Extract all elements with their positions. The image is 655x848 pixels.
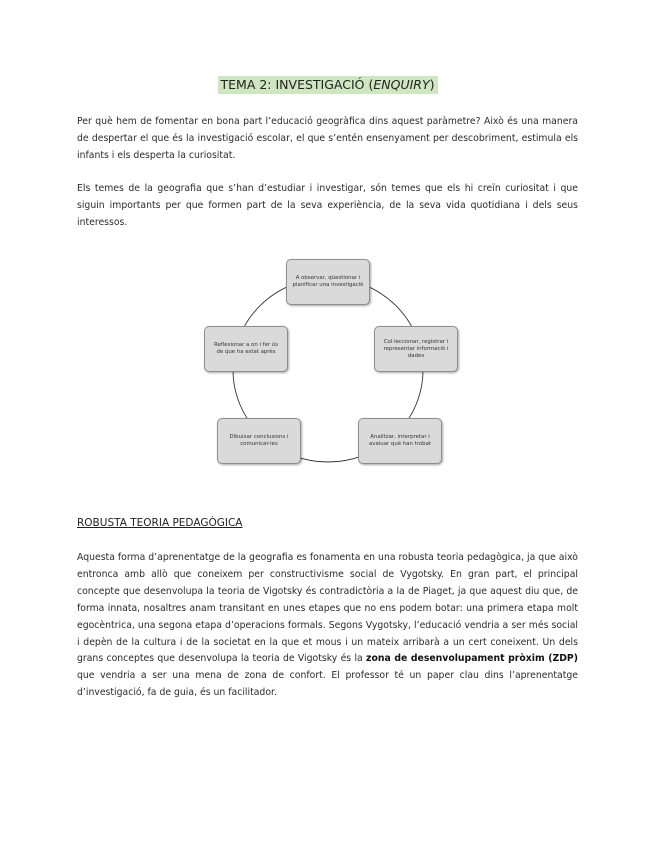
page-title xyxy=(0,76,655,94)
title-suffix: ) xyxy=(429,77,435,92)
cycle-step-analyse: Analitzar, interpretar i avaluar què han trobat xyxy=(358,418,442,464)
body-text-part1: Aquesta forma d’aprenentatge de la geografia es fonamenta en una robusta teoria pedagògica, ja que això entronca amb allò que coneixem per constructivisme social de Vygotsky. En gran part, el principal concepte que desenvolupa la teoria de Vigotsky és contradictòria a la de Piaget, ja que aquest diu que, de forma innata, nosaltres anam transitant en unes etapes que no ens podem botar: una primera etapa molt egocèntrica, una segona etapa d’operacions formals. Segons Vygotsky, l’educació vendria a ser més social i depèn de la cultura i de la societat en la que et mous i un mateix arribarà a un cert coneixent. Un dels grans conceptes que desenvolupa la teoria de Vigotsky és la xyxy=(77,552,578,665)
body-paragraph xyxy=(77,550,578,702)
intro-paragraph-1: Per què hem de fomentar en bona part l’educació geogràfica dins aquest paràmetre? Això és una manera de despertar el que és la investigació escolar, el que s’entén ensenyament per descobriment, estimula els infants i els desperta la curiositat. xyxy=(77,116,578,161)
body-bold-term: zona de desenvolupament pròxim (ZDP) xyxy=(366,653,578,665)
cycle-step-collect: Col·leccionar, registrar i representar informació i dades xyxy=(374,326,458,372)
cycle-step-reflect: Reflexionar a on i fer ús de que ha estat après xyxy=(204,326,288,372)
section-heading: ROBUSTA TEORIA PEDAGÒGICA xyxy=(77,517,243,529)
cycle-step-conclude: Dibuixar conclusions i comunicar-les xyxy=(217,418,301,464)
body-text-part2: que vendria a ser una mena de zona de confort. El professor té un paper clau dins l’aprenentatge d’investigació, fa de guia, és un facilitador. xyxy=(77,670,578,699)
cycle-step-observe: A observar, qüestionar i planificar una investigació xyxy=(286,259,370,305)
title-prefix: TEMA 2: INVESTIGACIÓ ( xyxy=(220,77,374,92)
intro-paragraph-2: Els temes de la geografia que s’han d’estudiar i investigar, són temes que els hi creïn curiositat i que siguin importants per que formen part de la seva experiència, de la seva vida quotidiana i dels seus interessos. xyxy=(77,183,578,228)
title-italic: ENQUIRY xyxy=(373,77,430,92)
title-highlight xyxy=(218,76,438,94)
enquiry-cycle-diagram xyxy=(198,253,458,468)
